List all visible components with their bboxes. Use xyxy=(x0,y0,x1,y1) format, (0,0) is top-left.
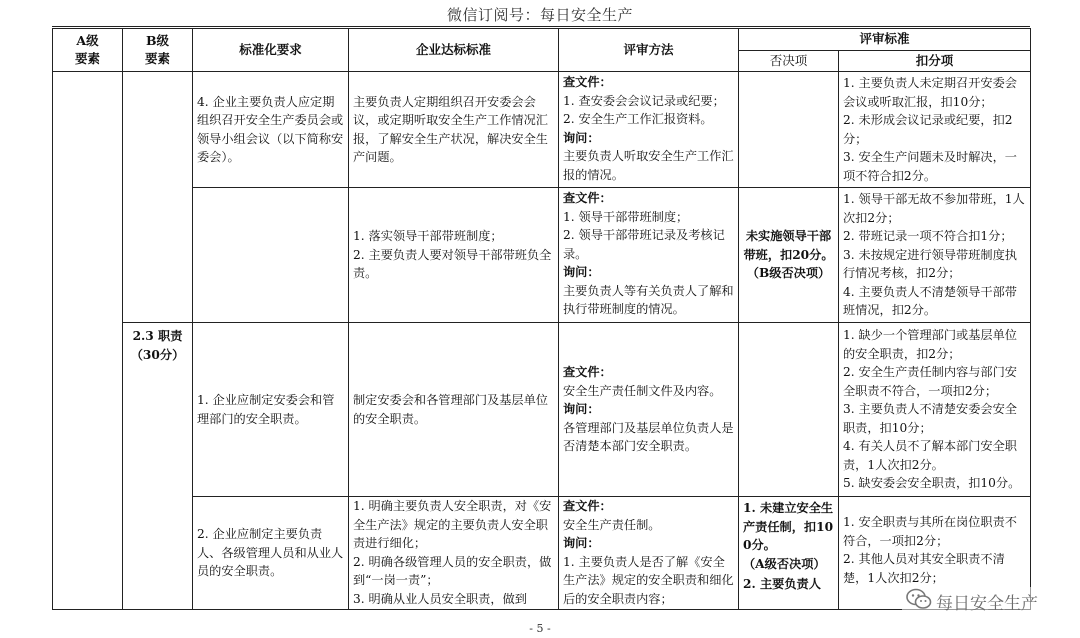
veto-text-2: 2. 主要负责人 xyxy=(743,577,821,591)
table-row xyxy=(53,323,1031,497)
standard-text: 1. 明确主要负责人安全职责，对《安全生产法》规定的主要负责人安全职责进行细化； 2. 明确各级管理人员的安全职责，做到“一岗一责”； 3. 明确从业人员安全职责，做到 xyxy=(353,499,552,606)
veto-cell xyxy=(739,72,839,188)
table-row xyxy=(53,72,1031,188)
method-cell xyxy=(559,72,739,188)
requirement-cell: 1. 企业应制定安委会和管理部门的安全职责。 xyxy=(193,323,349,497)
method-check-label: 查文件： xyxy=(563,365,612,380)
method-check-label: 查文件： xyxy=(563,191,612,205)
veto-cell: 未实施领导干部带班，扣20分。 （B级否决项） xyxy=(739,188,839,323)
b-level-section: 2.3 职责 （30分） xyxy=(123,323,193,610)
standard-cell xyxy=(349,497,559,610)
header-deduction: 扣分项 xyxy=(839,50,1031,72)
method-ask-text: 主要负责人等有关负责人了解和执行带班制度的情况。 xyxy=(563,283,734,316)
method-check-text: 1. 领导干部带班制度； 2. 领导干部带班记录及考核记录。 xyxy=(563,209,725,261)
table-row xyxy=(53,188,1031,323)
header-criteria: 评审标准 xyxy=(739,29,1031,51)
standard-cell: 1. 落实领导干部带班制度； 2. 主要负责人要对领导干部带班负全责。 xyxy=(349,188,559,323)
evaluation-table xyxy=(52,28,1031,610)
header-rule xyxy=(52,26,1030,27)
subscription-header: 微信订阅号：每日安全生产 xyxy=(446,6,633,24)
method-ask-text: 各管理部门及基层单位负责人是否清楚本部门安全职责。 xyxy=(563,420,734,454)
method-ask-label: 询问： xyxy=(563,265,600,279)
method-ask-text: 1. 主要负责人是否了解《安全生产法》规定的安全职责和细化后的安全职责内容； xyxy=(563,554,734,606)
veto-text: 1. 未建立安全生产责任制，扣100分。 （A级否决项） xyxy=(743,501,834,571)
requirement-cell: 4. 企业主要负责人应定期组织召开安全生产委员会或领导小组会议（以下简称安委会）。 xyxy=(193,72,349,188)
page-number: - 5 - xyxy=(529,622,551,635)
deduction-cell: 1. 领导干部无故不参加带班，1人次扣2分； 2. 带班记录一项不符合扣1分； 3. 未按规定进行领导带班制度执行情况考核，扣2分； 4. 主要负责人不清楚领导干部带班情况，扣2分。 xyxy=(839,188,1031,323)
table-row xyxy=(53,497,1031,610)
method-ask-text: 主要负责人听取安全生产工作汇报的情况。 xyxy=(563,149,734,182)
header-requirement: 标准化要求 xyxy=(193,29,349,72)
method-check-text: 1. 查安委会会议记录或纪要； 2. 安全生产工作汇报资料。 xyxy=(563,93,725,126)
method-ask-label: 询问： xyxy=(563,536,600,550)
method-check-label: 查文件： xyxy=(563,75,612,89)
veto-cell xyxy=(739,497,839,610)
header-a-level: A级 要素 xyxy=(53,29,123,72)
deduction-cell: 1. 缺少一个管理部门或基层单位的安全职责，扣2分； 2. 安全生产责任制内容与部门安全职责不符合，一项扣2分； 3. 主要负责人不清楚安委会安全职责，扣10分； 4. 有关人员不了解本部门安全职责，1人次扣2分。 5. 缺安委会安全职责，扣10分。 xyxy=(839,323,1031,497)
header-method: 评审方法 xyxy=(559,29,739,72)
method-cell xyxy=(559,497,739,610)
wechat-icon xyxy=(906,588,932,615)
method-check-label: 查文件： xyxy=(563,499,612,513)
method-check-text: 安全生产责任制。 xyxy=(563,517,661,532)
a-level-cell xyxy=(53,72,123,610)
requirement-cell xyxy=(193,188,349,323)
method-ask-label: 询问： xyxy=(563,402,600,417)
method-cell xyxy=(559,188,739,323)
requirement-cell: 2. 企业应制定主要负责人、各级管理人员和从业人员的安全职责。 xyxy=(193,497,349,610)
method-cell xyxy=(559,323,739,497)
header-veto: 否决项 xyxy=(739,50,839,72)
veto-cell xyxy=(739,323,839,497)
header-standard: 企业达标标准 xyxy=(349,29,559,72)
b-level-cell xyxy=(123,72,193,323)
method-ask-label: 询问： xyxy=(563,130,600,145)
deduction-text: 1. 安全职责与其所在岗位职责不符合，一项扣2分； 2. 其他人员对其安全职责不清楚，1人次扣2分； xyxy=(843,515,1017,585)
standard-cell: 主要负责人定期组织召开安委会会议，或定期听取安全生产工作情况汇报，了解安全生产状况，解决安全生产问题。 xyxy=(349,72,559,188)
deduction-cell: 1. 主要负责人未定期召开安委会会议或听取汇报，扣10分； 2. 未形成会议记录或纪要，扣2分； 3. 安全生产问题未及时解决，一项不符合扣2分。 xyxy=(839,72,1031,188)
header-b-level: B级 要素 xyxy=(123,29,193,72)
standard-cell: 制定安委会和各管理部门及基层单位的安全职责。 xyxy=(349,323,559,497)
watermark-text: 每日安全生产 xyxy=(936,594,1038,614)
watermark xyxy=(902,587,1042,616)
method-check-text: 安全生产责任制文件及内容。 xyxy=(563,383,722,398)
